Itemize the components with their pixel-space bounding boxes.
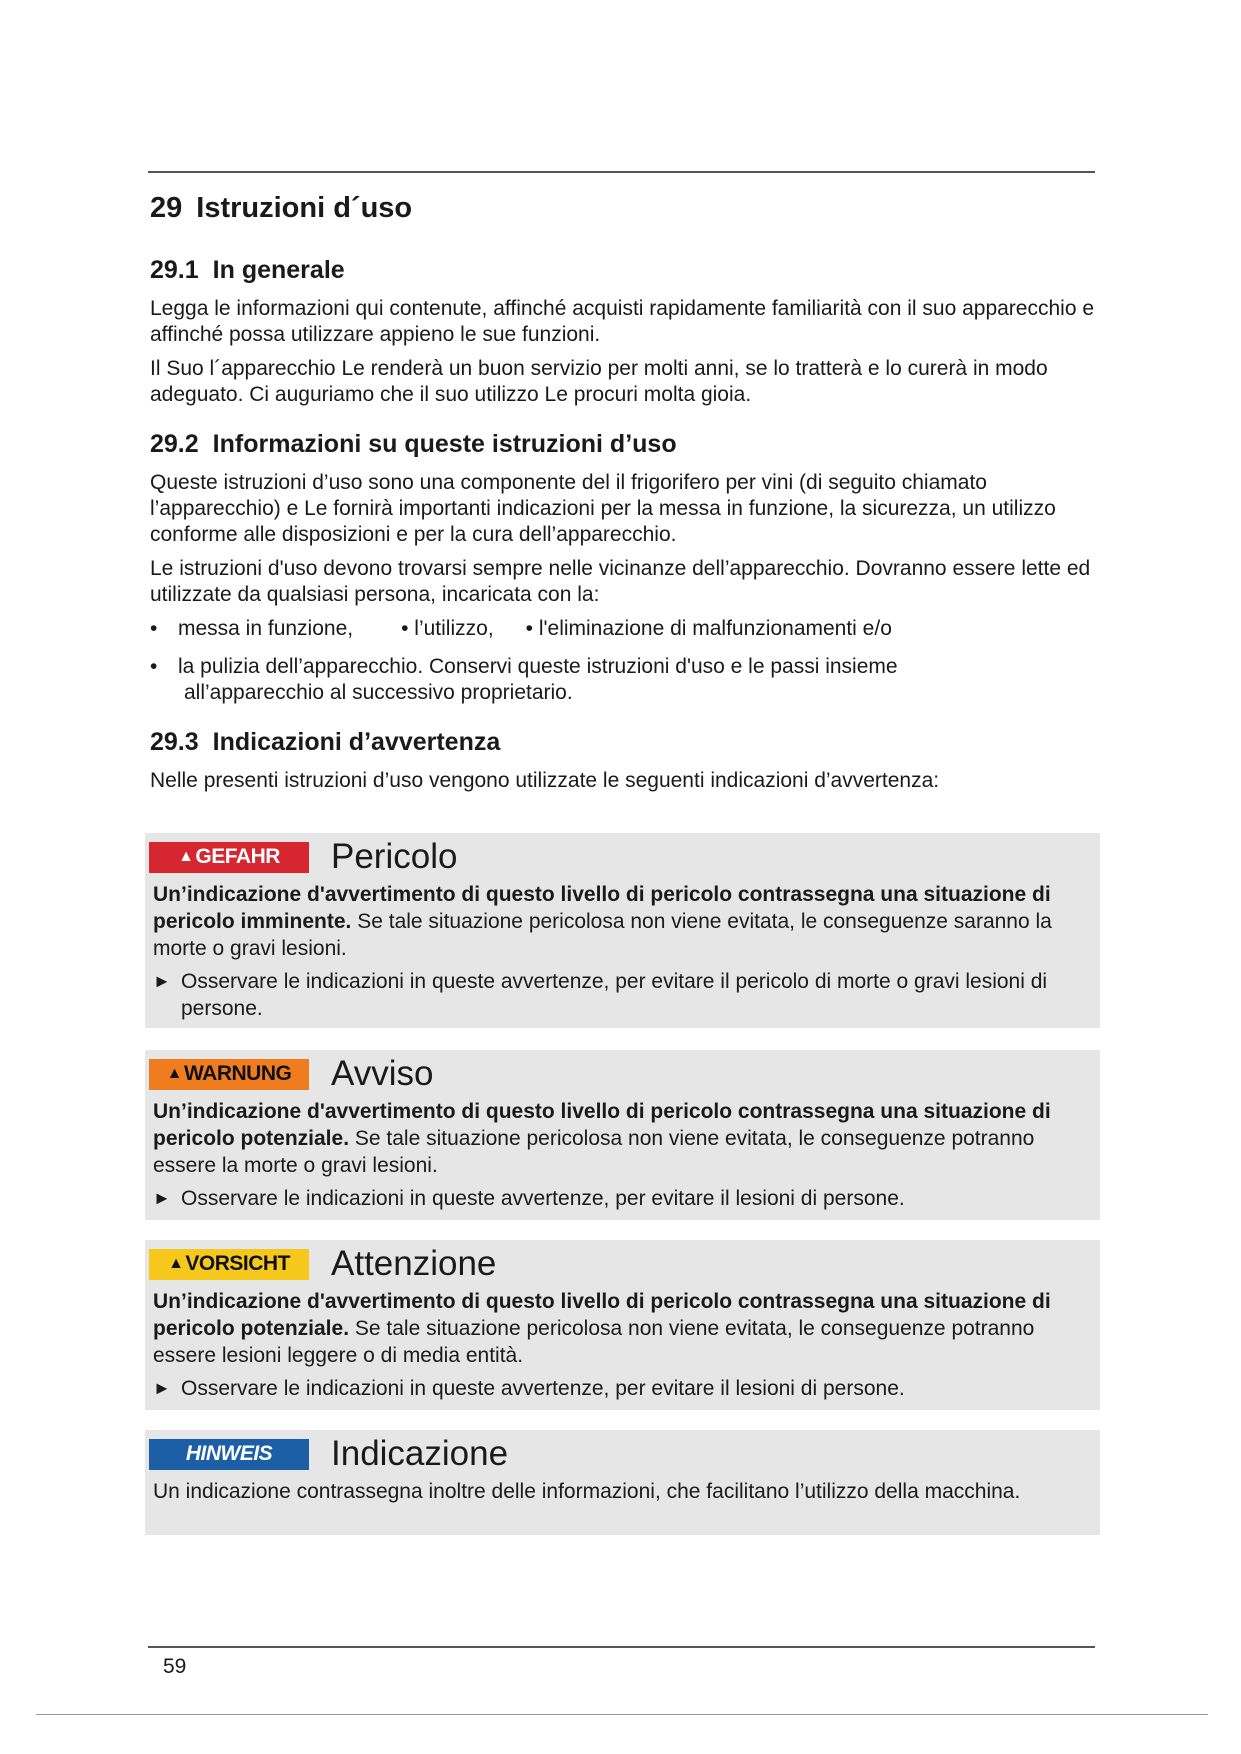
bullet-icon: • (150, 655, 158, 678)
paragraph: Il Suo l´apparecchio Le renderà un buon servizio per molti anni, se lo tratterà e lo curerà in modo adeguato. Ci auguriamo che il suo utilizzo Le procuri molta gioia. (150, 357, 1048, 406)
warning-triangle-icon: ▲ (166, 1065, 182, 1082)
notice-title: Indicazione (331, 1434, 509, 1473)
paragraph: Queste istruzioni d’uso sono una componente del il frigorifero per vini (di seguito chiamato l’apparecchio) e Le fornirà importanti indicazioni per la messa in funzione, la sicurezza, un utilizzo conforme alle disposizioni e per la cura dell’apparecchio. (150, 471, 1056, 546)
warning-box-danger (145, 833, 1100, 1028)
warning-box-caution (145, 1240, 1100, 1410)
arrow-right-icon: ► (153, 1378, 171, 1398)
section-heading-29-2: 29.2 Informazioni su queste istruzioni d’uso (150, 430, 677, 458)
paragraph: Nelle presenti istruzioni d’uso vengono utilizzate le seguenti indicazioni d’avvertenza: (150, 769, 940, 792)
arrow-right-icon: ► (153, 971, 171, 991)
warning-instruction: ► Osservare le indicazioni in queste avvertenze, per evitare il lesioni di persone. (153, 1187, 905, 1210)
signal-word-caution: ▲ VORSICHT (149, 1249, 309, 1280)
notice-text: Un indicazione contrassegna inoltre delle informazioni, che facilitano l’utilizzo della macchina. (153, 1480, 1021, 1503)
bullet-list (150, 616, 1095, 706)
page-edge-line (36, 1714, 1208, 1715)
warning-text: Un’indicazione d'avvertimento di questo livello di pericolo contrassegna una situazione di pericolo imminente. Se tale situazione pericolosa non viene evitata, le conseguenze saranno la morte o gravi lesioni. (153, 883, 1052, 960)
list-item: • la pulizia dell’apparecchio. Conservi queste istruzioni d'uso e le passi insieme all’apparecchio al successivo proprietario. (150, 655, 898, 704)
footer-rule (148, 1646, 1095, 1648)
warning-title: Pericolo (331, 837, 458, 876)
signal-word-warning: ▲ WARNUNG (149, 1059, 309, 1090)
warning-title: Attenzione (331, 1244, 497, 1283)
notice-box (145, 1430, 1100, 1535)
section-heading-29-3: 29.3 Indicazioni d’avvertenza (150, 728, 501, 756)
warning-instruction: ► Osservare le indicazioni in queste avvertenze, per evitare il lesioni di persone. (153, 1377, 905, 1400)
paragraph: Legga le informazioni qui contenute, affinché acquisti rapidamente familiarità con il suo apparecchio e affinché possa utilizzare appieno le sue funzioni. (150, 297, 1095, 346)
warning-triangle-icon: ▲ (168, 1255, 184, 1272)
warning-triangle-icon: ▲ (178, 848, 194, 865)
document-content (150, 190, 1095, 802)
warning-title: Avviso (331, 1054, 434, 1093)
chapter-heading: 29 Istruzioni d´uso (150, 192, 413, 224)
warning-text: Un’indicazione d'avvertimento di questo livello di pericolo contrassegna una situazione di pericolo potenziale. Se tale situazione pericolosa non viene evitata, le conseguenze potranno essere lesioni leggere o di media entità. (153, 1290, 1051, 1367)
warning-instruction: ► Osservare le indicazioni in queste avvertenze, per evitare il pericolo di morte o gravi lesioni di persone. (153, 970, 1048, 1020)
signal-word-notice: HINWEIS (149, 1439, 309, 1470)
bullet-icon: • (150, 617, 158, 640)
page-number: 59 (163, 1655, 187, 1678)
section-heading-29-1: 29.1 In generale (150, 256, 345, 284)
warning-text: Un’indicazione d'avvertimento di questo livello di pericolo contrassegna una situazione di pericolo potenziale. Se tale situazione pericolosa non viene evitata, le conseguenze potranno essere la morte o gravi lesioni. (153, 1100, 1051, 1177)
warning-box-warning (145, 1050, 1100, 1220)
header-rule (148, 171, 1095, 173)
paragraph: Le istruzioni d'uso devono trovarsi sempre nelle vicinanze dell’apparecchio. Dovranno essere lette ed utilizzate da qualsiasi persona, incaricata con la: (150, 557, 1091, 606)
signal-word-danger: ▲ GEFAHR (149, 842, 309, 873)
arrow-right-icon: ► (153, 1188, 171, 1208)
list-item: • messa in funzione, • l’utilizzo, • l'eliminazione di malfunzionamenti e/o (150, 617, 892, 640)
